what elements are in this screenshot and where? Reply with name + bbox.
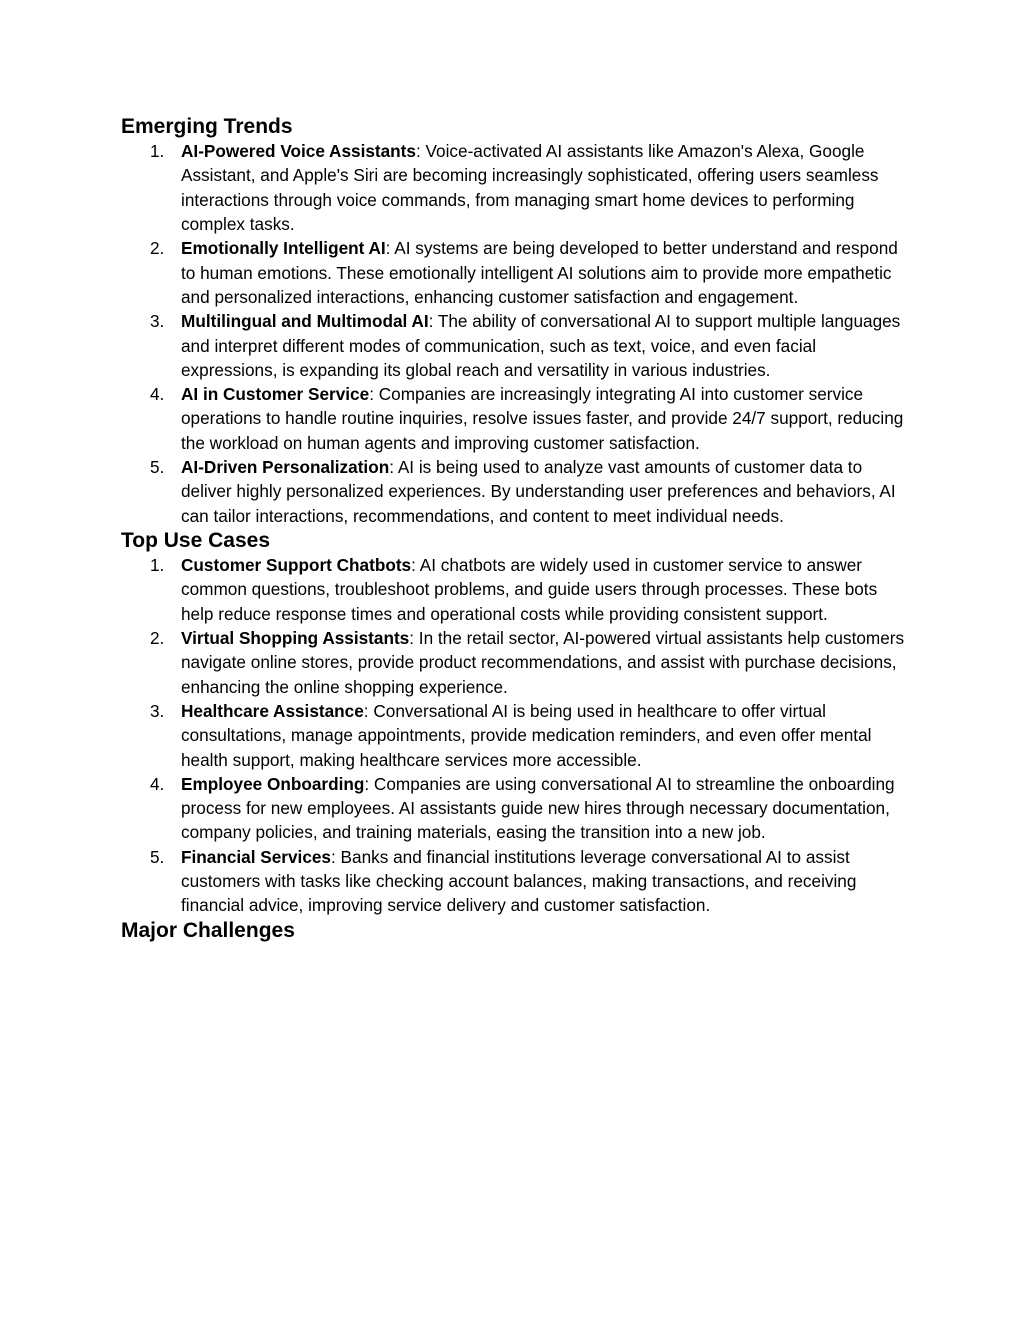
list-item-text: : Companies are using conversational AI to streamline the onboarding process for new employees. AI assistants guide new hires through necessary documentation, company policies, and training materials, easing the transition into a new job.: [181, 773, 895, 843]
list-item: [121, 455, 911, 528]
list-item-term: Emotionally Intelligent AI: [181, 238, 386, 259]
list-item: [121, 236, 911, 309]
list-item-text: : In the retail sector, AI-powered virtual assistants help customers navigate online stores, provide product recommendations, and assist with purchase decisions, enhancing the online shopping experience.: [181, 628, 905, 697]
list-item-text: : AI chatbots are widely used in customer service to answer common questions, troubleshoot problems, and guide users through processes. These bots help reduce response times and operational costs while providing consistent support.: [181, 555, 878, 624]
list-item-term: AI-Driven Personalization: [181, 457, 390, 478]
section-heading-major-challenges: Major Challenges: [121, 918, 295, 942]
list-item-number: 4.: [150, 384, 165, 405]
document-page: [121, 114, 911, 943]
list-item: [121, 139, 911, 236]
list-item-term: AI-Powered Voice Assistants: [181, 141, 416, 162]
list-item-term: Virtual Shopping Assistants: [181, 628, 410, 649]
list-item: [121, 845, 911, 918]
list-item-number: 2.: [150, 238, 165, 259]
list-item-term: AI in Customer Service: [181, 384, 370, 405]
list-item: [121, 553, 911, 626]
list-item-text: : AI systems are being developed to better understand and respond to human emotions. These emotionally intelligent AI solutions aim to provide more empathetic and personalized interactions, enhancing customer satisfaction and engagement.: [181, 238, 898, 307]
list-item-text: : Conversational AI is being used in healthcare to offer virtual consultations, manage appointments, provide medication reminders, and even offer mental health support, making healthcare services more accessible.: [181, 700, 872, 770]
list-item-number: 3.: [150, 311, 165, 332]
list-item-number: 4.: [150, 773, 165, 794]
list-item-text: : The ability of conversational AI to support multiple languages and interpret different modes of communication, such as text, voice, and even facial expressions, is expanding its global reach and versatility in various industries.: [181, 311, 901, 380]
list-item: [121, 699, 911, 772]
list-item-term: Customer Support Chatbots: [181, 555, 412, 576]
list-item-text: : Banks and financial institutions leverage conversational AI to assist customers with tasks like checking account balances, making transactions, and receiving financial advice, improving service delivery and customer satisfaction.: [181, 846, 857, 916]
list-item-number: 1.: [150, 141, 165, 162]
list-item-number: 3.: [150, 700, 165, 721]
list-item-number: 2.: [150, 628, 165, 649]
section-heading-top-use-cases: Top Use Cases: [121, 528, 270, 552]
list-item: [121, 626, 911, 699]
list-item: [121, 309, 911, 382]
section-heading-emerging-trends: Emerging Trends: [121, 115, 293, 138]
emerging-trends-list: [121, 139, 911, 528]
list-item-term: Employee Onboarding: [181, 773, 365, 794]
list-item-text: : Voice-activated AI assistants like Amazon's Alexa, Google Assistant, and Apple's Siri are becoming increasingly sophisticated, offering users seamless interactions through voice commands, from managing smart home devices to performing complex tasks.: [181, 141, 879, 235]
list-item: [121, 382, 911, 455]
list-item-number: 5.: [150, 846, 165, 867]
list-item-term: Multilingual and Multimodal AI: [181, 311, 429, 332]
list-item-text: : AI is being used to analyze vast amounts of customer data to deliver highly personalized experiences. By understanding user preferences and behaviors, AI can tailor interactions, recommendations, and content to meet individual needs.: [181, 457, 896, 526]
list-item: [121, 772, 911, 845]
top-use-cases-list: [121, 553, 911, 917]
list-item-term: Financial Services: [181, 846, 331, 867]
list-item-text: : Companies are increasingly integrating AI into customer service operations to handle routine inquiries, resolve issues faster, and provide 24/7 support, reducing the workload on human agents and improving customer satisfaction.: [181, 384, 904, 453]
list-item-number: 1.: [150, 555, 165, 576]
list-item-number: 5.: [150, 457, 165, 478]
list-item-term: Healthcare Assistance: [181, 700, 364, 721]
